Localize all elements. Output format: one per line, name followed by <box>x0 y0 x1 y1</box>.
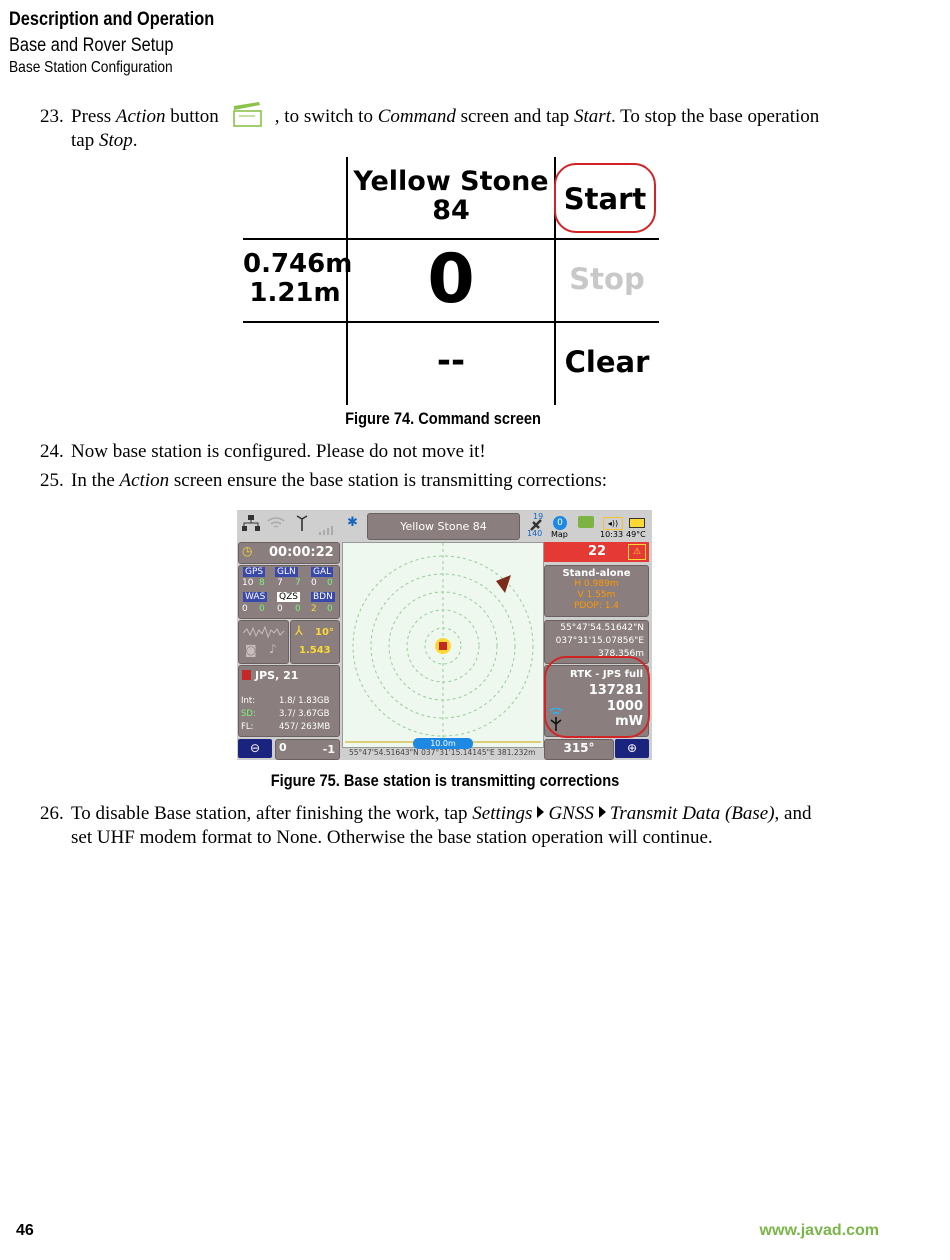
jps-file: JPS, 21 <box>255 669 299 682</box>
step-26 <box>40 802 900 850</box>
step-text: . <box>132 130 138 151</box>
temperature: 49°C <box>626 530 646 539</box>
camera-icon: ◙ <box>245 643 257 657</box>
action-term: Action <box>119 470 170 491</box>
camera-panel[interactable] <box>238 620 289 664</box>
sd-label: SD: <box>241 709 256 719</box>
beidou-used: 0 <box>327 604 333 614</box>
glonass-label: GLN <box>277 567 296 577</box>
altitude: 378.356m <box>598 649 644 659</box>
antenna-icon <box>295 514 309 536</box>
satellites-tracked: 22 <box>588 544 607 559</box>
wifi-icon <box>267 515 285 534</box>
signal-bars-icon <box>319 520 337 539</box>
step-text: button <box>165 106 219 127</box>
step-text: Press <box>71 106 116 127</box>
rtk-format: RTK - JPS full <box>570 669 643 680</box>
info-icon[interactable]: 0 <box>553 516 567 530</box>
solution-mode: Stand-alone <box>562 568 631 579</box>
gnss-term: GNSS <box>548 803 594 824</box>
warning-icon: ⚠ <box>628 544 646 560</box>
fl-value: 457/ 263MB <box>279 722 331 732</box>
transmit-power: 1000 <box>606 699 643 714</box>
elapsed-timer: 00:00:22 <box>269 545 334 560</box>
step-text: screen and tap <box>455 106 575 127</box>
footer-link[interactable]: www.javad.com <box>759 1222 879 1239</box>
vertical-accuracy: V 1.55m <box>577 590 616 600</box>
menu-arrow-icon <box>599 806 606 818</box>
rtk-message-count: 137281 <box>588 683 643 698</box>
step-text: tap <box>71 130 99 151</box>
figure-74-caption: Figure 74. Command screen <box>345 409 541 428</box>
pole-icon: ⅄ <box>295 624 303 639</box>
radar-circles <box>343 543 543 747</box>
gps-count: 10 <box>242 578 254 588</box>
cursor-coordinates: 55°47'54.51643"N 037°31'15.14145"E 381.232m <box>349 748 536 757</box>
step-text: screen ensure the base station is transmitting corrections: <box>169 470 608 491</box>
zoom-out-button[interactable]: ⊖ <box>238 739 272 758</box>
sat-bottom-count: 140 <box>527 529 543 538</box>
clapperboard-icon <box>233 102 263 126</box>
waas-label: WAS <box>245 592 266 602</box>
galileo-used: 0 <box>327 578 333 588</box>
menu-arrow-icon <box>537 806 544 818</box>
beidou-label: BDN <box>313 592 333 602</box>
satellite-panel[interactable] <box>238 565 340 619</box>
transmit-term: Transmit Data (Base) <box>609 803 775 824</box>
map-label: Map <box>551 530 568 539</box>
beidou-count: 2 <box>311 604 317 614</box>
microphone-icon: ♪ <box>269 642 277 656</box>
command-term: Command <box>377 106 456 127</box>
galileo-label: GAL <box>313 567 332 577</box>
stop-term: Stop <box>98 130 133 151</box>
stop-button[interactable]: Stop <box>569 262 645 296</box>
qzss-label: QZS <box>279 592 298 602</box>
dash-value: -- <box>436 341 466 381</box>
start-button[interactable]: Start <box>554 163 656 233</box>
zoom-in-button[interactable]: ⊕ <box>615 739 649 758</box>
step-text: set UHF modem format to None. Otherwise the base station operation will continue. <box>71 827 713 848</box>
map-scale: 10.0m <box>413 738 473 749</box>
waveform-icon <box>243 625 285 639</box>
heading-value: 315° <box>563 741 595 755</box>
glonass-count: 7 <box>277 578 283 588</box>
step-text: Now base station is configured. Please do not move it! <box>71 441 486 462</box>
map-icon[interactable] <box>578 516 594 528</box>
epoch-count: 0 <box>427 240 475 319</box>
bottom-left-value2: -1 <box>322 743 335 756</box>
step-23 <box>40 102 900 153</box>
fl-label: FL: <box>241 722 254 732</box>
step-24 <box>40 440 900 464</box>
title-bar[interactable]: Yellow Stone 84 <box>367 513 520 540</box>
longitude: 037°31'15.07856"E <box>555 636 644 646</box>
step-text: . To stop the base operation <box>610 106 820 127</box>
tilt-panel[interactable] <box>290 620 340 664</box>
latitude: 55°47'54.51642"N <box>560 623 644 633</box>
step-text: In the <box>71 470 120 491</box>
pdop: PDOP: 1.4 <box>573 601 620 611</box>
int-label: Int: <box>241 696 256 706</box>
figure-75-caption: Figure 75. Base station is transmitting corrections <box>270 771 620 790</box>
action-term: Action <box>115 106 166 127</box>
page-title: Description and Operation <box>9 9 215 30</box>
bluetooth-icon: ✱ <box>347 515 358 530</box>
timer-panel[interactable] <box>238 542 340 564</box>
accuracy-values: 0.746m 1.21m <box>243 249 353 308</box>
gps-label: GPS <box>245 567 264 577</box>
galileo-count: 0 <box>311 578 317 588</box>
subsection-title: Base Station Configuration <box>9 59 173 76</box>
clear-button[interactable]: Clear <box>564 345 650 379</box>
map-view[interactable] <box>342 542 544 748</box>
position-status-panel[interactable] <box>544 565 649 617</box>
sd-value: 3.7/ 3.67GB <box>279 709 330 719</box>
waas-count: 0 <box>242 604 248 614</box>
step-text: To disable Base station, after finishing the work, tap <box>71 803 473 824</box>
int-value: 1.8/ 1.83GB <box>279 696 330 706</box>
qzss-used: 0 <box>295 604 301 614</box>
glonass-used: 7 <box>295 578 301 588</box>
horizontal-accuracy: H 0.989m <box>574 579 619 589</box>
sat-top-count: 19 <box>533 512 544 521</box>
antenna-height: 1.543 <box>299 645 331 656</box>
clock-time: 10:33 <box>600 530 624 539</box>
save-icon <box>242 670 251 680</box>
bottom-left-value: 0 <box>279 741 287 754</box>
heading-panel[interactable] <box>544 739 614 760</box>
gps-used: 8 <box>259 578 265 588</box>
page-number: 46 <box>16 1222 34 1239</box>
step-25 <box>40 469 900 493</box>
settings-term: Settings <box>472 803 533 824</box>
speaker-icon[interactable]: ◂)) <box>603 517 623 530</box>
bottom-left-panel[interactable] <box>275 739 340 760</box>
rtk-highlight <box>544 656 650 738</box>
tilt-angle: 10° <box>315 627 334 638</box>
waas-used: 0 <box>259 604 265 614</box>
step-number: 23. <box>40 106 64 127</box>
step-text: , and <box>774 803 812 824</box>
start-term: Start <box>574 106 611 127</box>
satellite-count-panel[interactable] <box>544 542 649 562</box>
step-number: 26. <box>40 803 64 824</box>
clock-icon: ◷ <box>242 544 253 558</box>
memory-panel[interactable] <box>238 665 340 737</box>
step-number: 24. <box>40 441 64 462</box>
transmit-power-unit: mW <box>615 714 643 729</box>
step-number: 25. <box>40 470 64 491</box>
section-title: Base and Rover Setup <box>9 35 174 56</box>
network-icon <box>241 514 261 536</box>
battery-icon <box>629 518 645 528</box>
command-screen <box>243 157 659 405</box>
action-screen <box>237 510 652 760</box>
site-name: Yellow Stone 84 <box>353 166 549 226</box>
step-text: , to switch to <box>274 106 378 127</box>
qzss-count: 0 <box>277 604 283 614</box>
